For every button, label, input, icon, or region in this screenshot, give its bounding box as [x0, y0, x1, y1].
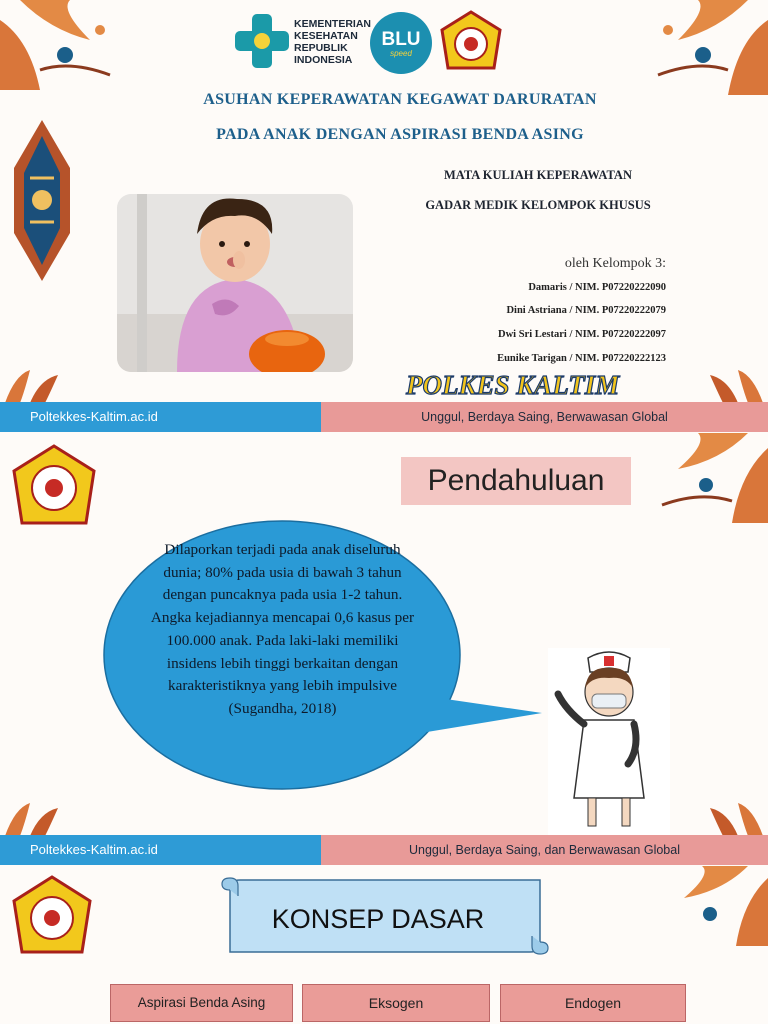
- member-2: Dini Astriana / NIM. P07220222079: [506, 305, 666, 316]
- footer-website[interactable]: Poltekkes-Kaltim.ac.id: [0, 835, 321, 865]
- poltekkes-seal-icon: [438, 10, 504, 76]
- nurse-illustration: [548, 648, 670, 836]
- course-name-line2: GADAR MEDIK KELOMPOK KHUSUS: [425, 198, 651, 212]
- polkes-kaltim-logo: [404, 366, 648, 400]
- member-3: Dwi Sri Lestari / NIM. P07220222097: [498, 329, 666, 340]
- corner-ornament-top-right: [648, 866, 768, 946]
- section-heading: Pendahuluan: [401, 457, 631, 505]
- intro-bubble-text: Dilaporkan terjadi pada anak diseluruh dunia; 80% pada usia di bawah 3 tahun dengan puncaknya pada usia 1-2 tahun. Angka kejadiannya mencapai 0,6 kasus per 100.000 anak. Pada laki-laki memiliki insidens lebih tinggi berkaitan dengan karakteristiknya yang lebih impulsive (Sugandha, 2018): [150, 539, 415, 721]
- leaf-ornament-left: [0, 365, 70, 403]
- member-1: Damaris / NIM. P07220222090: [528, 282, 666, 293]
- ministry-logo-icon: [232, 12, 292, 70]
- footer-motto: Unggul, Berdaya Saing, Berwawasan Global: [321, 402, 768, 432]
- slide-title: [0, 0, 768, 433]
- presentation-title-line2: PADA ANAK DENGAN ASPIRASI BENDA ASING: [216, 126, 584, 143]
- poltekkes-seal-icon: [10, 443, 98, 529]
- leaf-ornament-right: [700, 365, 768, 403]
- slide-introduction: [0, 433, 768, 866]
- concept-box-aspiration[interactable]: Aspirasi Benda Asing: [110, 984, 293, 1022]
- member-4: Eunike Tarigan / NIM. P07220222123: [497, 353, 666, 364]
- shield-ornament: [10, 118, 75, 283]
- blu-logo: BLU speed: [370, 12, 432, 74]
- child-photo: [117, 194, 353, 372]
- bubble-citation: (Sugandha, 2018): [228, 699, 337, 717]
- corner-ornament-top-left: [0, 0, 130, 90]
- corner-ornament-top-right: [638, 0, 768, 95]
- footer-website[interactable]: Poltekkes-Kaltim.ac.id: [0, 402, 321, 432]
- presentation-title-line1: ASUHAN KEPERAWATAN KEGAWAT DARURATAN: [203, 91, 597, 108]
- banner-title: KONSEP DASAR: [271, 904, 485, 934]
- footer-motto: Unggul, Berdaya Saing, dan Berwawasan Global: [321, 835, 768, 865]
- svg-text:POLKES KALTIM: POLKES KALTIM: [406, 370, 620, 400]
- group-label: oleh Kelompok 3:: [564, 256, 666, 271]
- ministry-name: KEMENTERIAN KESEHATAN REPUBLIK INDONESIA: [294, 18, 372, 66]
- concept-box-exogenous[interactable]: Eksogen: [302, 984, 490, 1022]
- slide-basic-concept: [0, 866, 768, 1024]
- leaf-ornament-left: [0, 798, 70, 836]
- course-name-line1: MATA KULIAH KEPERAWATAN: [444, 168, 632, 182]
- leaf-ornament-right: [700, 798, 768, 836]
- corner-ornament-top-right: [640, 433, 768, 523]
- poltekkes-seal-icon: [10, 874, 94, 958]
- concept-box-endogenous[interactable]: Endogen: [500, 984, 686, 1022]
